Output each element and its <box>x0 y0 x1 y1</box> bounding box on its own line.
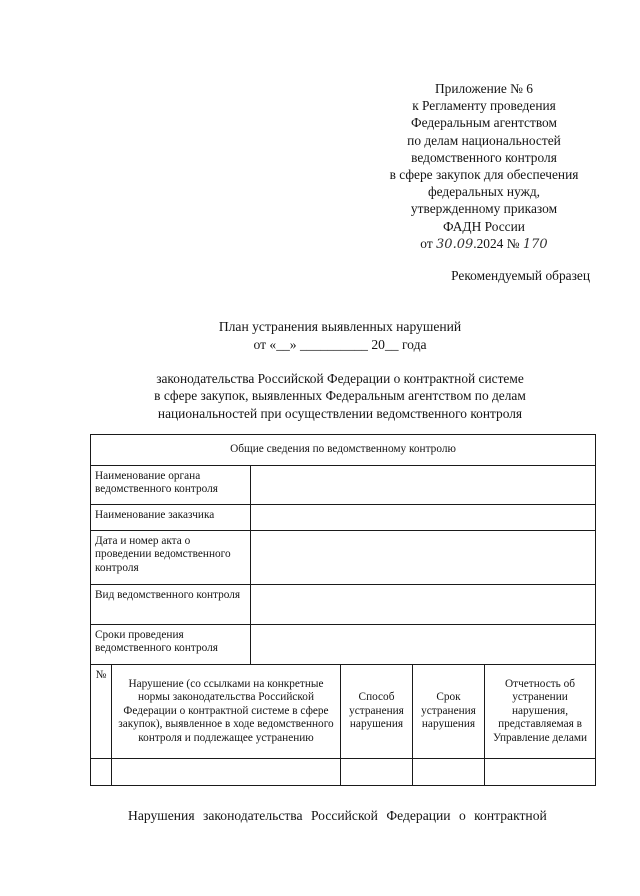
title-line: План устранения выявленных нарушений <box>218 319 462 334</box>
subtitle-line: в сфере закупок, выявленных Федеральным агентством по делам <box>154 388 526 404</box>
empty-cell <box>91 759 112 786</box>
row-value-control-type <box>251 585 596 625</box>
col-header-method: Способ устранения нарушения <box>341 665 413 759</box>
appendix-line: утвержденному приказом <box>410 201 558 217</box>
row-label-customer: Наименование заказчика <box>91 505 251 531</box>
empty-cell <box>112 759 341 786</box>
row-value-customer <box>251 505 596 531</box>
appendix-line: к Регламенту проведения <box>412 98 556 114</box>
row-value-control-period <box>251 625 596 665</box>
row-label-act: Дата и номер акта о проведении ведомственного контроля <box>91 531 251 585</box>
appendix-date-line <box>360 235 608 253</box>
appendix-line: Федеральным агентством <box>411 115 557 131</box>
appendix-block <box>360 80 608 253</box>
col-header-number: № <box>91 665 112 759</box>
date-prefix: от <box>420 235 433 251</box>
appendix-line: Приложение № 6 <box>434 81 534 96</box>
appendix-line: ведомственного контроля <box>411 149 557 165</box>
row-label-control-period: Сроки проведения ведомственного контроля <box>91 625 251 665</box>
subtitle-line: национальностей при осуществлении ведомственного контроля <box>157 405 523 421</box>
subtitle-line: законодательства Российской Федерации о контрактной системе <box>156 371 524 386</box>
date-year: .2024 № <box>473 235 520 251</box>
recommended-sample-label: Рекомендуемый образец <box>451 268 590 283</box>
col-header-deadline: Срок устранения нарушения <box>413 665 485 759</box>
body-text-continuation: Нарушения законодательства Российской Федерации о контрактной <box>128 808 547 823</box>
general-info-header: Общие сведения по ведомственному контролю <box>91 435 596 466</box>
row-label-control-body: Наименование органа ведомственного контроля <box>91 466 251 505</box>
empty-cell <box>413 759 485 786</box>
appendix-line: федеральных нужд, <box>427 184 541 200</box>
col-header-report: Отчетность об устранении нарушения, представляемая в Управление делами <box>485 665 596 759</box>
document-subtitle <box>110 370 570 422</box>
row-label-control-type: Вид ведомственного контроля <box>91 585 251 625</box>
appendix-line: по делам национальностей <box>407 132 561 148</box>
empty-cell <box>341 759 413 786</box>
document-title <box>150 318 530 354</box>
title-date-line: от «__» __________ 20__ года <box>253 337 427 352</box>
appendix-line: ФАДН России <box>443 218 525 234</box>
row-value-control-body <box>251 466 596 505</box>
handwritten-date: 30.09 <box>436 236 474 252</box>
appendix-line: в сфере закупок для обеспечения <box>389 167 579 183</box>
row-value-act <box>251 531 596 585</box>
empty-cell <box>485 759 596 786</box>
col-header-violation: Нарушение (со ссылками на конкретные нормы законодательства Российской Федерации о контрактной системе в сфере закупок), выявленное в ходе ведомственного контроля и подлежащее устранению <box>112 665 341 759</box>
control-table <box>90 434 596 786</box>
handwritten-order-number: 170 <box>522 236 548 252</box>
